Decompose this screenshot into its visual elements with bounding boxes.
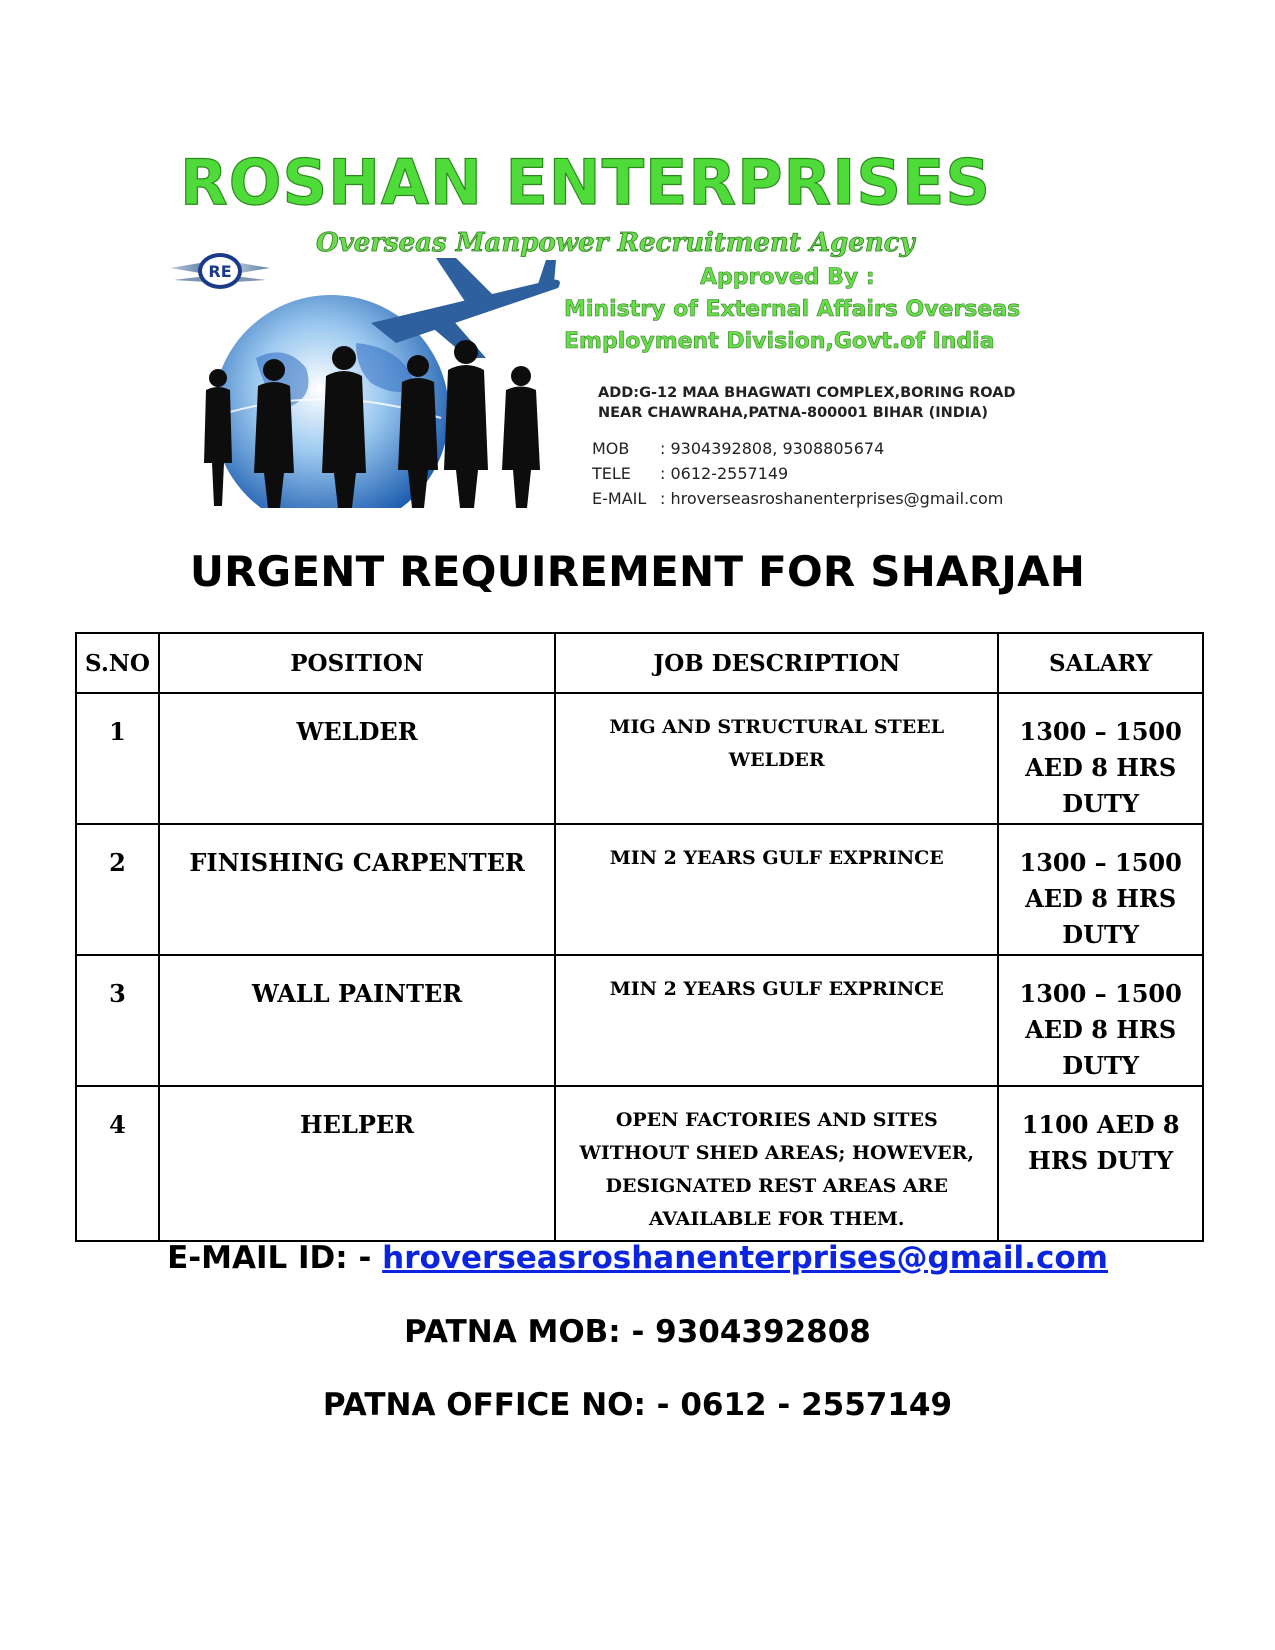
tele-row bbox=[592, 462, 1003, 487]
email-value: : hroverseasroshanenterprises@gmail.com bbox=[660, 488, 1004, 508]
address-line-1: ADD:G-12 MAA BHAGWATI COMPLEX,BORING ROAD bbox=[598, 385, 1016, 401]
header-sno: S.NO bbox=[76, 633, 159, 693]
approved-by-label: Approved By : bbox=[700, 265, 875, 290]
cell-position: WALL PAINTER bbox=[159, 955, 555, 1086]
footer-office-number: PATNA OFFICE NO: - 0612 - 2557149 bbox=[322, 1387, 953, 1423]
header-job-description: JOB DESCRIPTION bbox=[555, 633, 998, 693]
page-title: URGENT REQUIREMENT FOR SHARJAH bbox=[189, 547, 1086, 596]
cell-description: OPEN FACTORIES AND SITES WITHOUT SHED AREAS; HOWEVER, DESIGNATED REST AREAS ARE AVAILABLE FOR THEM. bbox=[555, 1086, 998, 1241]
footer-email-label: E-MAIL ID: - bbox=[167, 1240, 383, 1276]
email-label: E-MAIL bbox=[592, 488, 647, 508]
approval-block bbox=[564, 262, 1064, 358]
header-salary: SALARY bbox=[998, 633, 1203, 693]
table-row bbox=[76, 955, 1203, 1086]
table-row bbox=[76, 1086, 1203, 1241]
cell-description: MIG AND STRUCTURAL STEEL WELDER bbox=[555, 693, 998, 824]
mob-label: MOB bbox=[592, 439, 630, 458]
address-line-2: NEAR CHAWRAHA,PATNA-800001 BIHAR (INDIA) bbox=[598, 404, 989, 421]
cell-position: HELPER bbox=[159, 1086, 555, 1241]
cell-sno: 3 bbox=[76, 955, 159, 1086]
footer-mobile: PATNA MOB: - 9304392808 bbox=[404, 1314, 871, 1350]
cell-sno: 2 bbox=[76, 824, 159, 955]
cell-salary: 1300 – 1500 AED 8 HRS DUTY bbox=[998, 955, 1203, 1086]
banner-artwork bbox=[166, 248, 566, 508]
requirements-table bbox=[75, 632, 1204, 1242]
company-name: ROSHAN ENTERPRISES bbox=[180, 146, 991, 219]
re-logo-text: RE bbox=[208, 262, 232, 281]
cell-sno: 4 bbox=[76, 1086, 159, 1241]
cell-salary: 1300 – 1500 AED 8 HRS DUTY bbox=[998, 693, 1203, 824]
email-row bbox=[592, 487, 1003, 512]
table-header-row bbox=[76, 633, 1203, 693]
footer-email-line bbox=[0, 1240, 1275, 1276]
footer-email-link[interactable]: hroverseasroshanenterprises@gmail.com bbox=[382, 1240, 1108, 1276]
mob-value: : 9304392808, 9308805674 bbox=[660, 439, 885, 458]
contact-block bbox=[592, 437, 1003, 511]
header-position: POSITION bbox=[159, 633, 555, 693]
re-logo-icon bbox=[170, 253, 270, 289]
cell-sno: 1 bbox=[76, 693, 159, 824]
company-tagline: Overseas Manpower Recruitment Agency bbox=[316, 228, 915, 258]
company-banner bbox=[166, 146, 1102, 508]
cell-description: MIN 2 YEARS GULF EXPRINCE bbox=[555, 955, 998, 1086]
table-row bbox=[76, 824, 1203, 955]
ministry-line-2: Employment Division,Govt.of India bbox=[564, 328, 995, 354]
cell-salary: 1300 – 1500 AED 8 HRS DUTY bbox=[998, 824, 1203, 955]
tele-value: : 0612-2557149 bbox=[660, 463, 789, 483]
mob-row bbox=[592, 437, 1003, 462]
tele-label: TELE bbox=[592, 463, 631, 483]
cell-position: WELDER bbox=[159, 693, 555, 824]
cell-position: FINISHING CARPENTER bbox=[159, 824, 555, 955]
cell-description: MIN 2 YEARS GULF EXPRINCE bbox=[555, 824, 998, 955]
cell-salary: 1100 AED 8 HRS DUTY bbox=[998, 1086, 1203, 1241]
address-block bbox=[598, 384, 1015, 423]
ministry-line-1: Ministry of External Affairs Overseas bbox=[564, 296, 1021, 322]
table-row bbox=[76, 693, 1203, 824]
